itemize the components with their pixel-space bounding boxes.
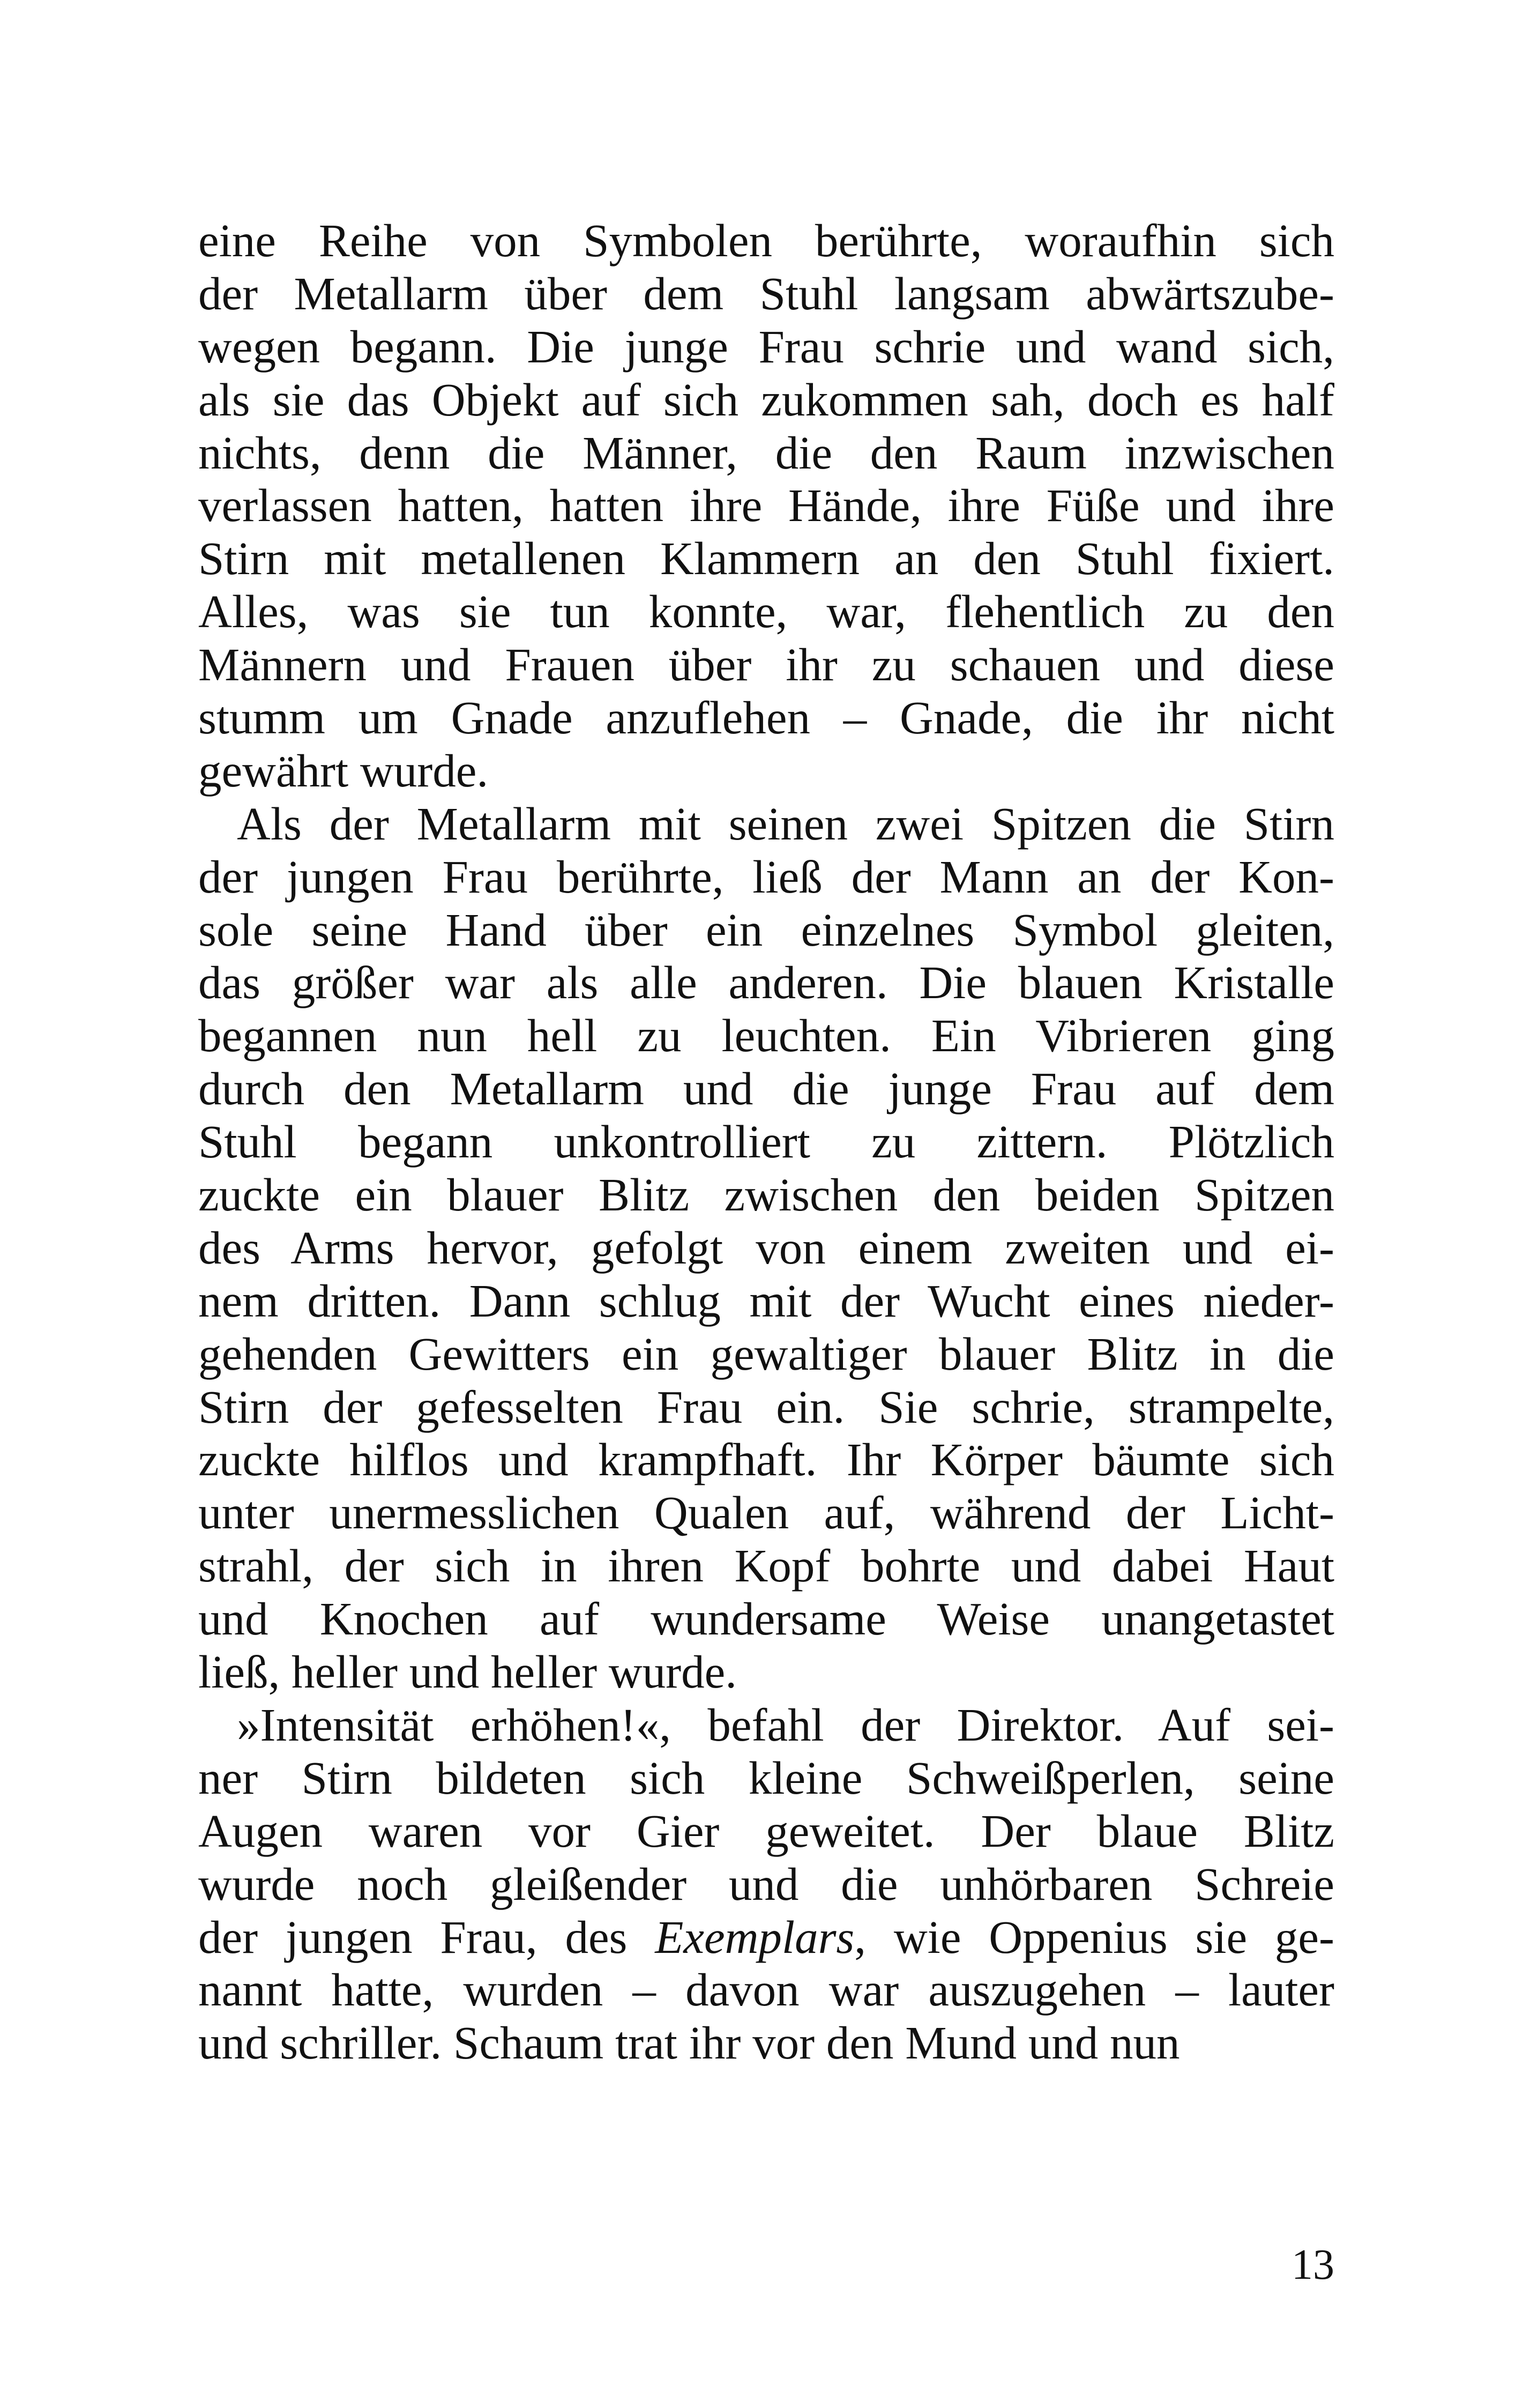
text-line: das größer war als alle anderen. Die blauen Kristalle	[198, 956, 1334, 1009]
text-line: nem dritten. Dann schlug mit der Wucht eines nieder-	[198, 1274, 1334, 1327]
text-run: der jungen Frau, des	[198, 1911, 655, 1963]
text-line: Alles, was sie tun konnte, war, flehentlich zu den	[198, 585, 1334, 638]
text-line: als sie das Objekt auf sich zukommen sah, doch es half	[198, 373, 1334, 426]
text-line: eine Reihe von Symbolen berührte, woraufhin sich	[198, 214, 1334, 266]
text-line: begannen nun hell zu leuchten. Ein Vibrieren ging	[198, 1009, 1334, 1062]
text-line: ließ, heller und heller wurde.	[198, 1646, 737, 1698]
text-line: und Knochen auf wundersame Weise unangetastet	[198, 1593, 1334, 1645]
text-line: unter unermesslichen Qualen auf, während der Licht-	[198, 1487, 1334, 1539]
text-line: ner Stirn bildeten sich kleine Schweißperlen, seine	[198, 1751, 1334, 1804]
paragraph	[198, 1699, 1334, 2070]
text-line: Als der Metallarm mit seinen zwei Spitzen die Stirn	[237, 797, 1334, 850]
body-text	[198, 214, 1334, 2070]
text-line: durch den Metallarm und die junge Frau auf dem	[198, 1062, 1334, 1115]
text-line: verlassen hatten, hatten ihre Hände, ihre Füße und ihre	[198, 479, 1334, 532]
text-line: und schriller. Schaum trat ihr vor den Mund und nun	[198, 2017, 1180, 2069]
text-line: wegen begann. Die junge Frau schrie und wand sich,	[198, 320, 1334, 373]
text-line: nannt hatte, wurden – davon war auszugehen – lauter	[198, 1964, 1334, 2016]
text-line: sole seine Hand über ein einzelnes Symbol gleiten,	[198, 903, 1334, 956]
text-line: Stirn der gefesselten Frau ein. Sie schrie, strampelte,	[198, 1380, 1334, 1433]
text-line: Stuhl begann unkontrolliert zu zittern. Plötzlich	[198, 1116, 1334, 1168]
text-line: Augen waren vor Gier geweitet. Der blaue Blitz	[198, 1804, 1334, 1857]
text-run: , wie Oppenius sie ge-	[854, 1911, 1334, 1963]
text-line: stumm um Gnade anzuflehen – Gnade, die ihr nicht	[198, 692, 1334, 744]
text-line: nichts, denn die Männer, die den Raum inzwischen	[198, 426, 1334, 479]
paragraph	[198, 798, 1334, 1699]
text-line: strahl, der sich in ihren Kopf bohrte und dabei Haut	[198, 1540, 1334, 1592]
text-line: gewährt wurde.	[198, 744, 489, 797]
page-number: 13	[1291, 2241, 1334, 2288]
text-line: der jungen Frau berührte, ließ der Mann an der Kon-	[198, 850, 1334, 903]
text-line: des Arms hervor, gefolgt von einem zweiten und ei-	[198, 1221, 1334, 1274]
text-line: gehenden Gewitters ein gewaltiger blauer Blitz in die	[198, 1327, 1334, 1380]
text-line: zuckte ein blauer Blitz zwischen den beiden Spitzen	[198, 1169, 1334, 1221]
text-line: wurde noch gleißender und die unhörbaren Schreie	[198, 1857, 1334, 1910]
text-line: zuckte hilflos und krampfhaft. Ihr Körper bäumte sich	[198, 1433, 1334, 1486]
text-line: »Intensität erhöhen!«, befahl der Direktor. Auf sei-	[237, 1698, 1334, 1751]
italic-word: Exemplars	[655, 1911, 855, 1963]
text-line: Männern und Frauen über ihr zu schauen und diese	[198, 638, 1334, 691]
text-line: der Metallarm über dem Stuhl langsam abwärtszube-	[198, 267, 1334, 319]
text-line: Stirn mit metallenen Klammern an den Stuhl fixiert.	[198, 532, 1334, 585]
paragraph	[198, 214, 1334, 798]
text-line	[198, 1911, 1334, 1964]
